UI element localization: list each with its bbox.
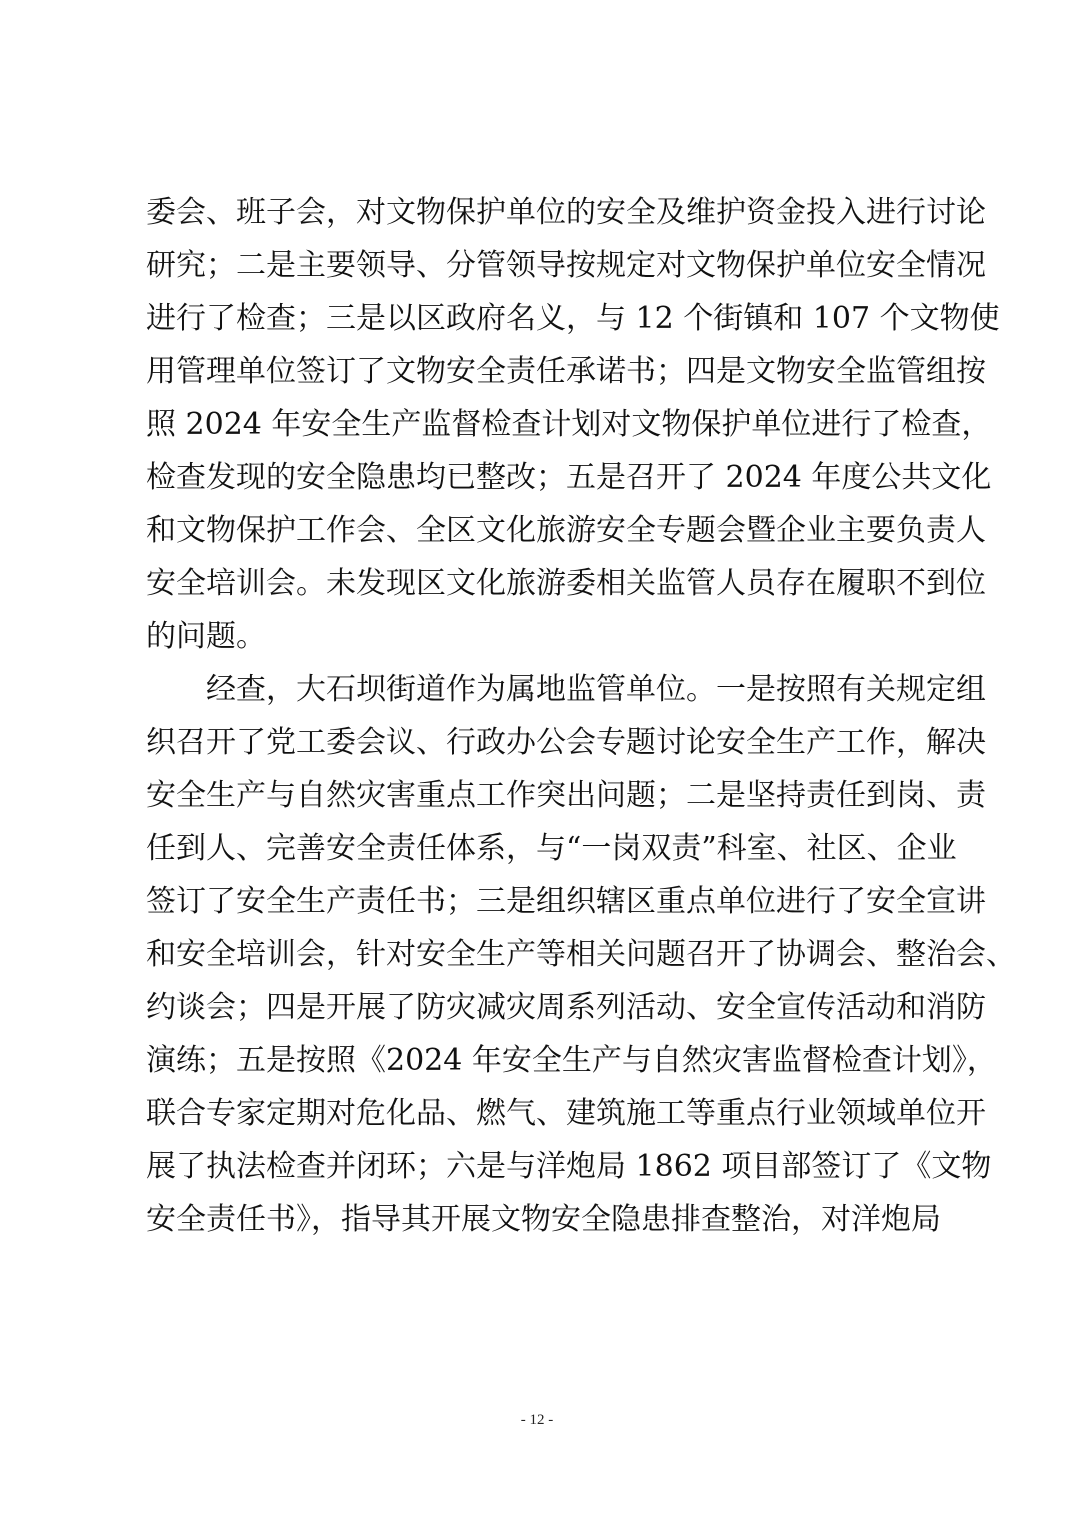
text-line: 经查，大石坝街道作为属地监管单位。一是按照有关规定组: [206, 672, 986, 707]
text-line: 展了执法检查并闭环；六是与洋炮局 1862 项目部签订了《文物: [146, 1149, 992, 1184]
text-line: 委会、班子会，对文物保护单位的安全及维护资金投入进行讨论: [146, 195, 986, 230]
body-text: [146, 186, 1016, 1246]
text-line: 研究；二是主要领导、分管领导按规定对文物保护单位安全情况: [146, 248, 986, 283]
text-line: 检查发现的安全隐患均已整改；五是召开了 2024 年度公共文化: [146, 460, 992, 495]
paragraph-2: [146, 663, 1016, 1246]
text-line: 安全责任书》，指导其开展文物安全隐患排查整治，对洋炮局: [146, 1202, 941, 1237]
paragraph-1: [146, 186, 1000, 663]
text-line: 的问题。: [146, 619, 266, 654]
text-line: 安全培训会。未发现区文化旅游委相关监管人员存在履职不到位: [146, 566, 986, 601]
text-line: 织召开了党工委会议、行政办公会专题讨论安全生产工作，解决: [146, 725, 986, 760]
text-line: 安全生产与自然灾害重点工作突出问题；二是坚持责任到岗、责: [146, 778, 986, 813]
text-line: 任到人、完善安全责任体系，与“一岗双责”科室、社区、企业: [146, 831, 957, 866]
text-line: 和安全培训会，针对安全生产等相关问题召开了协调会、整治会、: [146, 937, 1016, 972]
text-line: 照 2024 年安全生产监督检查计划对文物保护单位进行了检查，: [146, 407, 992, 442]
text-line: 签订了安全生产责任书；三是组织辖区重点单位进行了安全宣讲: [146, 884, 986, 919]
text-line: 和文物保护工作会、全区文化旅游安全专题会暨企业主要负责人: [146, 513, 986, 548]
text-line: 用管理单位签订了文物安全责任承诺书；四是文物安全监管组按: [146, 354, 986, 389]
text-line: 联合专家定期对危化品、燃气、建筑施工等重点行业领域单位开: [146, 1096, 986, 1131]
page-number: - 12 -: [520, 1412, 554, 1428]
text-line: 演练；五是按照《2024 年安全生产与自然灾害监督检查计划》，: [146, 1043, 997, 1078]
text-line: 约谈会；四是开展了防灾减灾周系列活动、安全宣传活动和消防: [146, 990, 986, 1025]
text-line: 进行了检查；三是以区政府名义，与 12 个街镇和 107 个文物使: [146, 301, 1000, 336]
